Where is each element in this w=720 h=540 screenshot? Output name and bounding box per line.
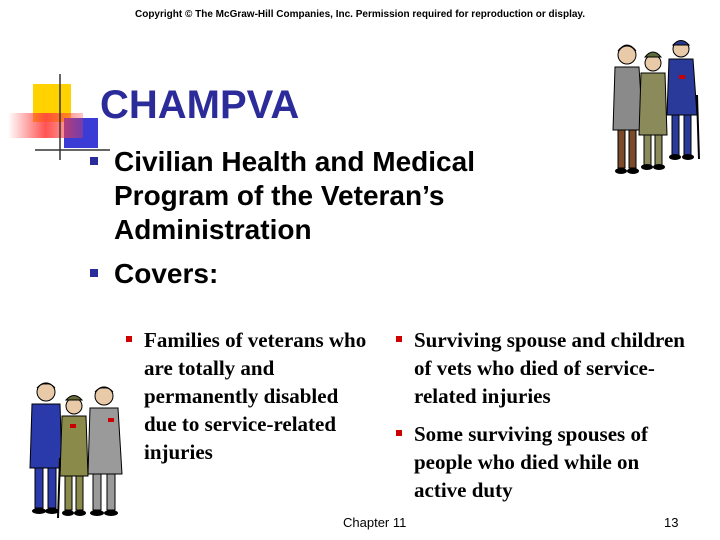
sub-bullet-square-icon	[126, 336, 132, 342]
bullet-square-icon	[90, 269, 98, 277]
sub-bullet-text: Surviving spouse and children of vets who died of service-related injuries	[414, 328, 685, 408]
main-bullet-list	[88, 145, 558, 301]
bullet-square-icon	[90, 157, 98, 165]
footer-chapter: Chapter 11	[343, 515, 407, 530]
sub-bullet-square-icon	[396, 336, 402, 342]
bullet-item	[88, 145, 558, 247]
bullet-text: Covers:	[114, 258, 219, 289]
footer-page-number: 13	[664, 515, 679, 530]
slide-title: CHAMPVA	[100, 83, 300, 127]
copyright-notice: Copyright © The McGraw-Hill Companies, Inc. Permission required for reproduction or display.	[134, 9, 586, 20]
elderly-people-clipart-icon	[605, 35, 705, 185]
sub-bullet-text: Families of veterans who are totally and permanently disabled due to service-related injuries	[144, 328, 367, 464]
sub-bullet-item	[392, 420, 692, 504]
covers-right-list	[392, 326, 692, 514]
elderly-veterans-clipart-icon	[22, 378, 134, 523]
sub-bullet-text: Some surviving spouses of people who died while on active duty	[414, 422, 648, 502]
bullet-text: Civilian Health and Medical Program of the Veteran’s Administration	[114, 146, 475, 245]
sub-bullet-item	[392, 326, 692, 410]
sub-bullet-square-icon	[396, 430, 402, 436]
sub-bullet-item	[122, 326, 372, 466]
covers-left-list	[122, 326, 372, 476]
bullet-item	[88, 257, 558, 291]
